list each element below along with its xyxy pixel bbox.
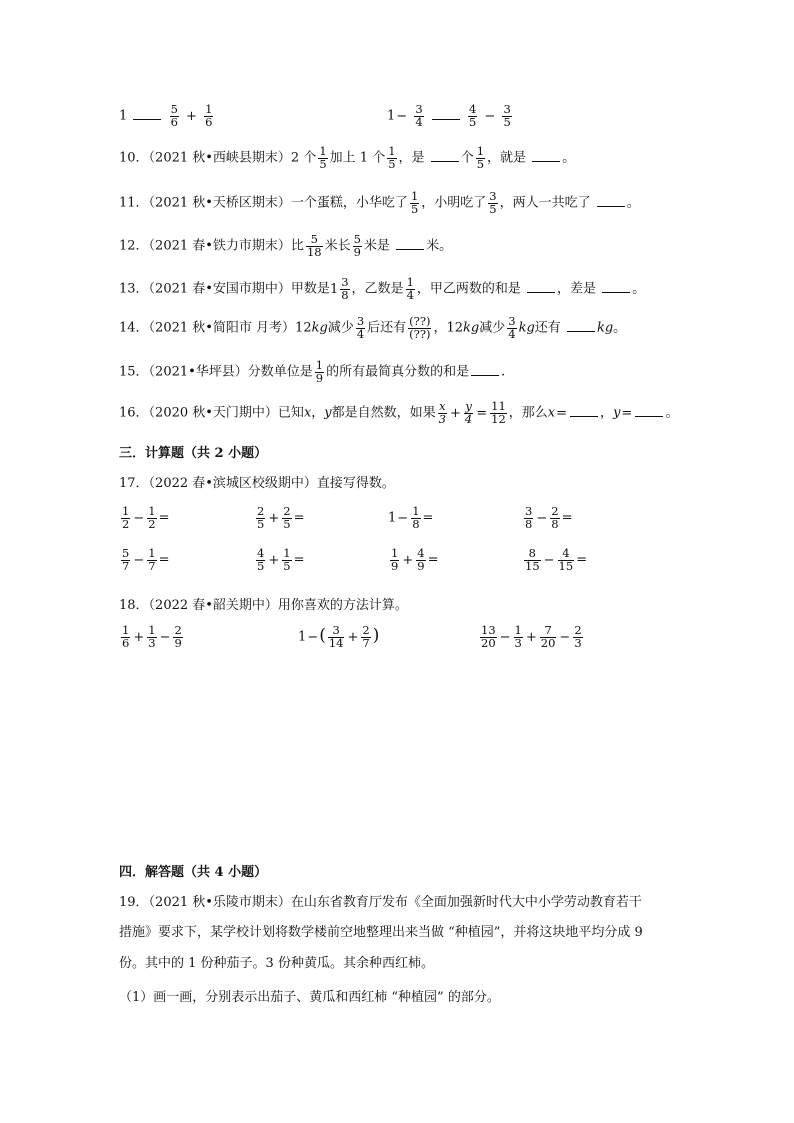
question-19-line-2: 措施》要求下，某学校计划将数学楼前空地整理出来当做 “种植园”，并将这块地平均分成 9 bbox=[119, 925, 643, 940]
expression-1: $\frac{1}{6}$ + $\frac{1}{3}$ − $\frac{2}{9}$ bbox=[122, 623, 182, 650]
fraction: $\frac{1}{9}$ bbox=[315, 358, 324, 385]
section-heading-solve: 四．解答题（共 4 小题） bbox=[119, 865, 268, 880]
answer-blank-x[interactable] bbox=[570, 404, 598, 417]
fraction: $\frac{5}{6}$ bbox=[170, 102, 178, 129]
operator: − bbox=[396, 108, 408, 124]
fraction: $\frac{3}{4}$ bbox=[415, 102, 423, 129]
fraction: $\frac{3}{8}$ bbox=[341, 275, 349, 302]
question-17-label: 17．（2022 春•滨城区校级期中）直接写得数。 bbox=[119, 476, 395, 491]
mixed-number: 1 $\frac{3}{8}$ bbox=[329, 275, 349, 302]
operator: − bbox=[484, 108, 496, 124]
fraction: $\frac{1}{5}$ bbox=[476, 144, 485, 171]
answer-blank[interactable] bbox=[567, 319, 595, 332]
fraction: $\frac{3}{4}$ bbox=[508, 314, 516, 341]
answer-blank[interactable] bbox=[133, 107, 161, 120]
comparison-2 bbox=[387, 104, 514, 128]
calc-item: $\frac{4}{5}$ + $\frac{1}{5}$ = bbox=[257, 546, 305, 573]
fraction: $\frac{4}{5}$ bbox=[468, 102, 477, 129]
question-19-line-1: 19．（2021 秋•乐陵市期末）在山东省教育厅发布《全面加强新时代大中小学劳动教育若干 bbox=[119, 895, 642, 910]
calc-item: $\frac{8}{15}$ − $\frac{4}{15}$ = bbox=[525, 546, 588, 573]
fraction: $\frac{1}{6}$ bbox=[205, 102, 213, 129]
fraction: $\frac{1}{5}$ bbox=[319, 144, 327, 171]
question-16: 16．（2020 秋•天门期中）已知x，y都是自然数，如果 $\frac{x}{3}$ + $\frac{y}{4}$ = $\frac{11}{12}$ ，那么x= ，y= 。 bbox=[119, 399, 679, 426]
calc-item: $\frac{3}{8}$ − $\frac{2}{8}$ = bbox=[525, 504, 573, 531]
answer-blank[interactable] bbox=[532, 149, 560, 162]
answer-blank[interactable] bbox=[432, 107, 460, 120]
comparison-1 bbox=[119, 104, 215, 128]
answer-blank[interactable] bbox=[471, 363, 499, 376]
question-13: 13．（2021 春•安国市期中）甲数是 1 $\frac{3}{8}$ ，乙数是 $\frac{1}{4}$ ，甲乙两数的和是 ，差是 。 bbox=[119, 275, 646, 302]
answer-blank[interactable] bbox=[431, 149, 459, 162]
calc-item: $\frac{1}{9}$ + $\frac{4}{9}$ = bbox=[391, 546, 439, 573]
answer-blank[interactable] bbox=[597, 194, 625, 207]
fraction: $\frac{1}{4}$ bbox=[406, 275, 414, 302]
comparison-1-left: 1 bbox=[119, 108, 128, 124]
answer-blank[interactable] bbox=[602, 280, 630, 293]
fraction: $\frac{5}{9}$ bbox=[353, 232, 361, 259]
question-10: 10．（2021 秋•西峡县期末）2 个 $\frac{1}{5}$ 加上 1 个 $\frac{1}{5}$ ，是 个 $\frac{1}{5}$ ，就是 。 bbox=[119, 144, 576, 171]
comparison-2-lead: 1 bbox=[387, 108, 396, 124]
question-19-sub-1: （1）画一画，分别表示出茄子、黄瓜和西红柿 “种植园” 的部分。 bbox=[119, 990, 500, 1005]
question-18-label: 18．（2022 春•韶关期中）用你喜欢的方法计算。 bbox=[119, 598, 408, 613]
fraction: $\frac{1}{5}$ bbox=[410, 189, 419, 216]
calc-item: $\frac{2}{5}$ + $\frac{2}{5}$ = bbox=[257, 504, 305, 531]
expression-3: $\frac{13}{20}$ − $\frac{1}{3}$ + $\frac{7}{20}$ − $\frac{2}{3}$ bbox=[481, 623, 582, 650]
question-11: 11．（2021 秋•天桥区期末）一个蛋糕，小华吃了 $\frac{1}{5}$ ，小明吃了 $\frac{3}{5}$ ，两人一共吃了 。 bbox=[119, 189, 640, 216]
fraction: $\frac{3}{5}$ bbox=[503, 102, 511, 129]
question-14: 14．（2021 秋•简阳市 月考）12kg减少 $\frac{3}{4}$ 后还有 $\frac{(??)}{(??)}$ ，12kg减少 $\frac{3}{4}$ kg还有 kg。 bbox=[119, 314, 627, 341]
section-heading-calculation: 三．计算题（共 2 小题） bbox=[119, 446, 268, 461]
fraction: $\frac{x}{3}$ bbox=[438, 399, 446, 426]
fraction: $\frac{y}{4}$ bbox=[464, 399, 473, 426]
fraction: $\frac{1}{5}$ bbox=[388, 144, 396, 171]
expression-2: 1−( $\frac{3}{14}$ + $\frac{2}{7}$ ) bbox=[298, 623, 380, 650]
answer-blank-y[interactable] bbox=[635, 404, 663, 417]
fraction-blank[interactable]: $\frac{(??)}{(??)}$ bbox=[409, 314, 431, 341]
fraction: $\frac{3}{5}$ bbox=[489, 189, 497, 216]
calc-item: 1− $\frac{1}{8}$ = bbox=[388, 504, 434, 531]
fraction: $\frac{5}{18}$ bbox=[306, 232, 322, 259]
fraction: $\frac{3}{4}$ bbox=[356, 314, 365, 341]
question-12: 12．（2021 春•铁力市期末）比 $\frac{5}{18}$ 米长 $\frac{5}{9}$ 米是 米。 bbox=[119, 232, 453, 259]
question-19-line-3: 份。其中的 1 份种茄子。3 份种黄瓜。其余种西红柿。 bbox=[119, 956, 434, 971]
calc-item: $\frac{1}{2}$ − $\frac{1}{2}$ = bbox=[122, 504, 170, 531]
fraction: $\frac{11}{12}$ bbox=[491, 399, 506, 426]
calc-item: $\frac{5}{7}$ − $\frac{1}{7}$ = bbox=[122, 546, 170, 573]
answer-blank[interactable] bbox=[527, 280, 555, 293]
operator: + bbox=[186, 108, 197, 124]
question-15: 15．（2021•华坪县）分数单位是 $\frac{1}{9}$ 的所有最简真分数的和是 . bbox=[119, 358, 506, 385]
answer-blank[interactable] bbox=[396, 237, 424, 250]
